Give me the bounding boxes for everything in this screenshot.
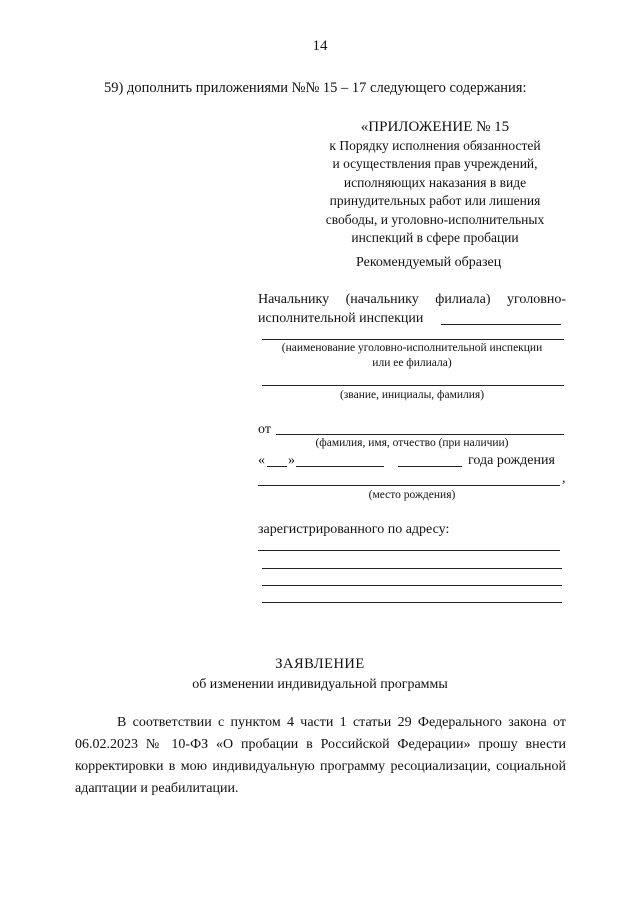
amendment-intro: 59) дополнить приложениями №№ 15 – 17 следующего содержания: — [104, 80, 527, 96]
quote-open: « — [258, 453, 265, 468]
statement-subtitle: об изменении индивидуальной программы — [192, 677, 448, 692]
quote-close: » — [288, 453, 295, 468]
caption-fio: (фамилия, имя, отчество (при наличии) — [315, 437, 509, 449]
day-line[interactable] — [267, 466, 287, 467]
appendix-line: к Порядку исполнения обязанностей — [329, 137, 541, 153]
month-line[interactable] — [296, 466, 384, 467]
addressee-line-1: Начальнику (начальнику филиала) уголовно- — [258, 292, 566, 307]
caption-birthplace: (место рождения) — [368, 489, 456, 501]
birthplace-line[interactable] — [258, 485, 560, 486]
appendix-line: и осуществления прав учреждений, — [332, 156, 538, 171]
caption-rank: (звание, инициалы, фамилия) — [339, 389, 485, 401]
rank-line[interactable] — [262, 385, 564, 386]
addressee-line-2: исполнительной инспекции — [258, 311, 424, 326]
address-line-2[interactable] — [262, 568, 562, 569]
address-line-1[interactable] — [258, 550, 560, 551]
fio-line[interactable] — [276, 434, 564, 435]
address-line-3[interactable] — [262, 585, 562, 586]
registered-label: зарегистрированного по адресу: — [258, 522, 450, 537]
addressee-block — [258, 290, 566, 328]
addressee-line-2-row — [258, 309, 566, 328]
address-line-4[interactable] — [262, 602, 562, 603]
statement-body: В соответствии с пунктом 4 части 1 статьи 29 Федерального закона от 06.02.2023 № 10-ФЗ «О пробации в Российской Федерации» прошу внести корректировки в мою индивидуальную программу ресоциализации, социальной адаптации и реабилитации. — [75, 715, 566, 796]
caption-inspection-2: или ее филиала) — [372, 357, 452, 369]
appendix-header — [290, 118, 580, 248]
birthplace-comma: , — [562, 471, 566, 486]
year-line[interactable] — [398, 466, 462, 467]
statement-title: ЗАЯВЛЕНИЕ — [275, 656, 365, 672]
sample-label: Рекомендуемый образец — [356, 255, 502, 270]
appendix-line: исполняющих наказания в виде — [343, 174, 527, 190]
page-number: 14 — [312, 38, 328, 54]
from-label: от — [258, 422, 271, 437]
appendix-line: принудительных работ или лишения — [329, 193, 541, 208]
caption-inspection-1: (наименование уголовно-исполнительной инспекции — [281, 342, 543, 354]
appendix-line: инспекций в сфере пробации — [351, 230, 519, 245]
inspection-fill-line[interactable] — [441, 324, 561, 325]
inspection-name-line[interactable] — [262, 339, 564, 340]
year-label: года рождения — [468, 453, 555, 468]
appendix-title: «ПРИЛОЖЕНИЕ № 15 — [360, 119, 510, 135]
appendix-line: свободы, и уголовно-исполнительных — [325, 211, 545, 227]
